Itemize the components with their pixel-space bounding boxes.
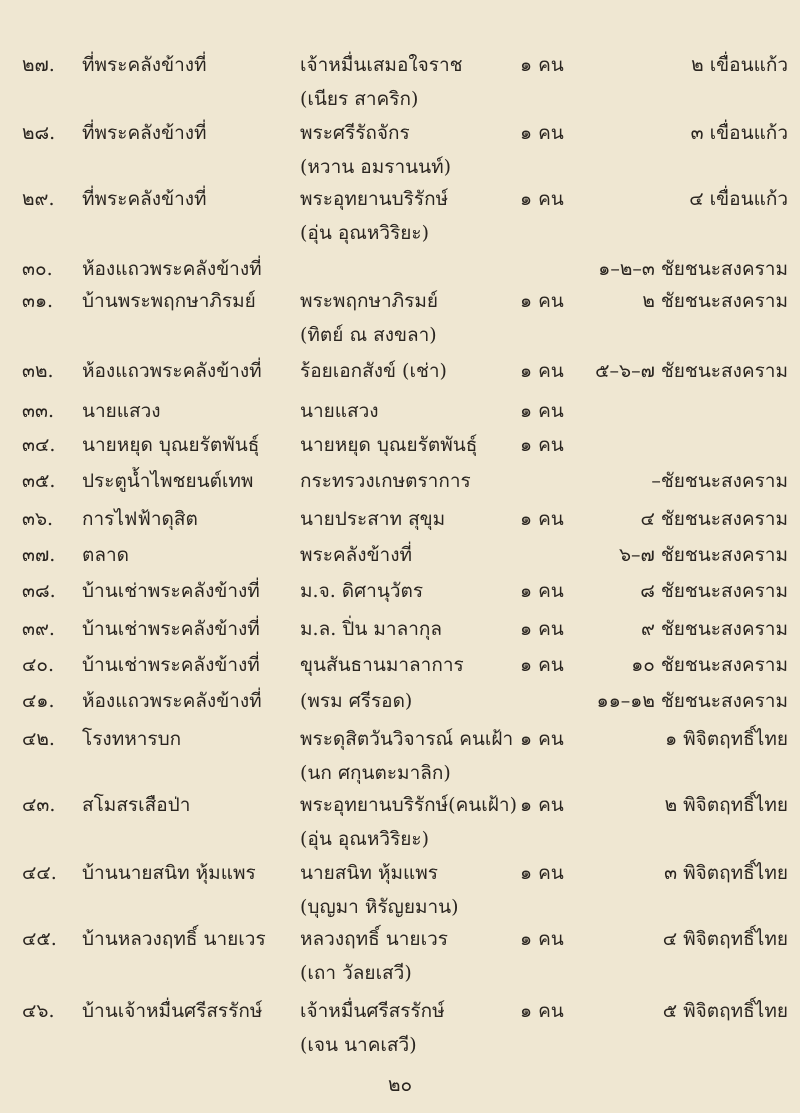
row-number: ๓๕. [22, 470, 56, 492]
table-row [0, 52, 800, 110]
row-person: ขุนสันธานมาลาการ [300, 654, 464, 676]
row-place: ประตูน้ำไพชยนต์เทพ [82, 470, 254, 492]
row-number: ๓๑. [22, 290, 54, 312]
row-number: ๓๖. [22, 508, 54, 530]
row-person: พระอุทยานบริรักษ์ [300, 188, 449, 210]
row-count: ๑ คน [520, 122, 564, 144]
row-person-fullname: (ทิตย์ ณ สงขลา) [300, 324, 437, 346]
row-person: ม.จ. ดิศานุวัตร [300, 580, 424, 602]
row-person-fullname: (บุญมา หิรัญยมาน) [300, 896, 459, 918]
row-location: ๒ เขื่อนแก้ว [691, 54, 788, 76]
row-location: ๔ ชัยชนะสงคราม [640, 508, 788, 530]
row-person: พระอุทยานบริรักษ์(คนเฝ้า) [300, 794, 517, 816]
row-number: ๓๗. [22, 544, 56, 566]
row-location: ๑๑–๑๒ ชัยชนะสงคราม [596, 690, 788, 712]
row-person: กระทรวงเกษตราการ [300, 470, 471, 492]
row-person-fullname: (เจน นาคเสวี) [300, 1034, 417, 1056]
row-location: ๖–๗ ชัยชนะสงคราม [619, 544, 788, 566]
row-place: ตลาด [82, 544, 129, 566]
row-person: พระศรีรัถจักร [300, 122, 410, 144]
row-count: ๑ คน [520, 794, 564, 816]
row-person: นายสนิท หุ้มแพร [300, 862, 438, 884]
row-number: ๓๐. [22, 258, 53, 280]
table-row [0, 726, 800, 784]
row-place: บ้านหลวงฤทธิ์ นายเวร [82, 928, 266, 950]
row-location: ๑๐ ชัยชนะสงคราม [631, 654, 788, 676]
table-row [0, 652, 800, 688]
row-person: เจ้าหมื่นเสมอใจราช [300, 54, 463, 76]
row-place: ห้องแถวพระคลังข้างที่ [82, 690, 262, 712]
row-place: บ้านเช่าพระคลังข้างที่ [82, 654, 260, 676]
row-number: ๔๕. [22, 928, 57, 950]
row-number: ๓๓. [22, 400, 55, 422]
row-person: (พรม ศรีรอด) [300, 690, 413, 712]
row-number: ๒๘. [22, 122, 56, 144]
row-person-fullname: (เนียร สาคริก) [300, 88, 419, 110]
table-row [0, 998, 800, 1056]
row-number: ๓๘. [22, 580, 56, 602]
row-person: พระพฤกษาภิรมย์ [300, 290, 439, 312]
row-location: ๘ ชัยชนะสงคราม [640, 580, 788, 602]
row-number: ๔๑. [22, 690, 55, 712]
row-location: ๒ พิจิตฤทธิ์ไทย [664, 794, 788, 816]
table-row [0, 186, 800, 244]
row-count: ๑ คน [520, 360, 564, 382]
row-number: ๒๙. [22, 188, 55, 210]
row-place: นายแสวง [82, 400, 161, 422]
row-person-fullname: (หวาน อมรานนท์) [300, 156, 452, 178]
row-count: ๑ คน [520, 54, 564, 76]
row-location: ๑ พิจิตฤทธิ์ไทย [665, 728, 788, 750]
table-row [0, 398, 800, 434]
row-place: ห้องแถวพระคลังข้างที่ [82, 258, 262, 280]
row-count: ๑ คน [520, 728, 564, 750]
row-location: ๕ พิจิตฤทธิ์ไทย [662, 1000, 788, 1022]
row-person: นายประสาท สุขุม [300, 508, 446, 530]
row-count: ๑ คน [520, 1000, 564, 1022]
row-person-fullname: (อุ่น อุณหวิริยะ) [300, 222, 430, 244]
row-number: ๓๒. [22, 360, 54, 382]
row-count: ๑ คน [520, 508, 564, 530]
table-row [0, 926, 800, 984]
row-person: นายหยุด บุณยรัตพันธุ์ [300, 434, 478, 456]
row-number: ๓๔. [22, 434, 56, 456]
row-place: บ้านพระพฤกษาภิรมย์ [82, 290, 256, 312]
page-number: ๒๐ [387, 1074, 413, 1096]
row-number: ๒๗. [22, 54, 55, 76]
table-row [0, 432, 800, 468]
row-person-fullname: (อุ่น อุณหวิริยะ) [300, 828, 430, 850]
row-person: พระคลังข้างที่ [300, 544, 413, 566]
table-row [0, 688, 800, 724]
table-row [0, 256, 800, 292]
row-location: ๑–๒–๓ ชัยชนะสงคราม [598, 258, 788, 280]
table-row [0, 860, 800, 918]
row-number: ๔๒. [22, 728, 55, 750]
row-place: บ้านเจ้าหมื่นศรีสรรักษ์ [82, 1000, 263, 1022]
row-count: ๑ คน [520, 400, 564, 422]
row-count: ๑ คน [520, 188, 564, 210]
row-location: –ชัยชนะสงคราม [651, 470, 788, 492]
row-person: เจ้าหมื่นศรีสรรักษ์ [300, 1000, 445, 1022]
row-person: หลวงฤทธิ์ นายเวร [300, 928, 448, 950]
row-person: พระดุสิตวันวิจารณ์ คนเฝ้า [300, 728, 514, 750]
row-place: ที่พระคลังข้างที่ [82, 122, 207, 144]
row-place: การไฟฟ้าดุสิต [82, 508, 198, 530]
row-number: ๔๓. [22, 794, 56, 816]
table-row [0, 578, 800, 614]
row-number: ๓๙. [22, 618, 55, 640]
row-location: ๕–๖–๗ ชัยชนะสงคราม [595, 360, 788, 382]
row-count: ๑ คน [520, 654, 564, 676]
row-place: บ้านนายสนิท หุ้มแพร [82, 862, 256, 884]
row-person: ม.ล. ปิ่น มาลากุล [300, 618, 443, 640]
row-place: สโมสรเสือป่า [82, 794, 191, 816]
row-count: ๑ คน [520, 862, 564, 884]
row-count: ๑ คน [520, 928, 564, 950]
row-count: ๑ คน [520, 434, 564, 456]
row-location: ๓ เขื่อนแก้ว [690, 122, 788, 144]
table-row [0, 120, 800, 178]
table-row [0, 358, 800, 394]
row-number: ๔๖. [22, 1000, 55, 1022]
table-row [0, 616, 800, 652]
row-person: ร้อยเอกสังข์ (เช่า) [300, 360, 447, 382]
row-count: ๑ คน [520, 290, 564, 312]
row-location: ๙ ชัยชนะสงคราม [640, 618, 788, 640]
table-row [0, 542, 800, 578]
row-person-fullname: (นก ศกุนตะมาลิก) [300, 762, 451, 784]
row-place: ห้องแถวพระคลังข้างที่ [82, 360, 262, 382]
row-place: บ้านเช่าพระคลังข้างที่ [82, 580, 260, 602]
row-place: ที่พระคลังข้างที่ [82, 54, 207, 76]
table-row [0, 506, 800, 542]
table-row [0, 468, 800, 504]
row-person: นายแสวง [300, 400, 379, 422]
row-place: นายหยุด บุณยรัตพันธุ์ [82, 434, 260, 456]
table-row [0, 792, 800, 850]
row-location: ๔ เขื่อนแก้ว [689, 188, 788, 210]
row-number: ๔๔. [22, 862, 57, 884]
row-person-fullname: (เถา วัลยเสวี) [300, 962, 412, 984]
row-location: ๔ พิจิตฤทธิ์ไทย [662, 928, 788, 950]
row-count: ๑ คน [520, 618, 564, 640]
row-place: บ้านเช่าพระคลังข้างที่ [82, 618, 260, 640]
row-location: ๓ พิจิตฤทธิ์ไทย [664, 862, 788, 884]
row-place: ที่พระคลังข้างที่ [82, 188, 207, 210]
row-location: ๒ ชัยชนะสงคราม [642, 290, 788, 312]
row-place: โรงทหารบก [82, 728, 182, 750]
row-number: ๔๐. [22, 654, 55, 676]
row-count: ๑ คน [520, 580, 564, 602]
table-row [0, 288, 800, 346]
